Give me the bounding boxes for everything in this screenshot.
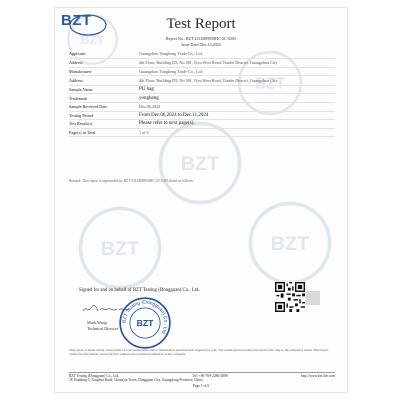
- field-label: Applicant: [69, 51, 86, 57]
- field-label: Testing Period: [69, 112, 94, 118]
- field-value: Please refer to next page(s).: [139, 121, 195, 127]
- signatory-name: Mark Wang: [87, 320, 107, 325]
- row-manufacturer: [69, 68, 335, 77]
- row-applicant-address: [69, 59, 335, 68]
- field-label: Trademark: [69, 95, 88, 101]
- svg-text:BZT: BZT: [80, 32, 105, 47]
- logo-text: BZT: [61, 12, 92, 29]
- field-label: Sample Name: [69, 87, 93, 93]
- field-value: yongheng: [139, 95, 159, 101]
- field-value: Dec.06,2024: [139, 104, 161, 110]
- row-trademark: [69, 94, 335, 103]
- signatory-title: Technical Director: [87, 326, 119, 331]
- field-value: PU bag: [139, 87, 154, 93]
- row-sample-name: [69, 86, 335, 95]
- disclaimer-text: This report is made solely on the basis of your instructions and/or information and materials supplied by you. The results shown in this test report refer only to the sample(s) tested. This report cannot be reproduced, except in full, without prior written permission of the company.: [69, 348, 329, 357]
- field-label: Address: [69, 77, 83, 83]
- report-sheet: [55, 8, 347, 392]
- company-seal-icon: [118, 296, 172, 350]
- row-test-results: [69, 120, 335, 129]
- svg-text:BZT: BZT: [100, 238, 140, 261]
- svg-text:BZT: BZT: [180, 153, 220, 176]
- row-testing-period: [69, 112, 335, 121]
- row-manufacturer-address: [69, 76, 335, 85]
- watermark-seal-4: [75, 203, 165, 293]
- field-value: 4th Floor, Building D5, No.381, Tiyu West Road, Tianhe District, Guangzhou City: [139, 77, 278, 83]
- row-pages: [69, 129, 335, 138]
- signed-for-text: Signed for and on behalf of BZT Testing (Dongguan) Co., Ltd.: [79, 288, 200, 293]
- field-label: Test Result(s): [69, 121, 93, 127]
- seal-center-text: BZT: [136, 318, 154, 329]
- seal-mark-blur: [306, 291, 320, 305]
- footer-company: BZT Testing (Dongguan) Co., Ltd.: [69, 374, 120, 378]
- watermark-seal-5: [245, 198, 335, 288]
- field-value: 4th Floor, Building D5, No.381, Tiyu West Road, Tianhe District, Guangzhou City: [139, 59, 278, 65]
- footer-address: 1F, Building 3, Xinghua Road, Chang'an Town, Dongguan City, Guangdong Province, China: [69, 378, 203, 382]
- issue-date: Issue Date: Dec.13,2024: [181, 42, 221, 47]
- field-label: Manufacturer: [69, 69, 92, 75]
- footer-tel: Tel: +86-769-2286-2888: [192, 374, 228, 378]
- field-label: Sample Received Date: [69, 104, 108, 110]
- field-label: Address: [69, 59, 83, 65]
- report-number: Report No.: BZT-2312B09858HC-2C-0205: [166, 36, 236, 41]
- remark: Remark: This report is superseded by BZT-2312B09858HC-2C-0205 dated as follows.: [69, 179, 194, 183]
- row-applicant: [69, 50, 335, 59]
- qr-code-icon[interactable]: [275, 282, 305, 312]
- field-label: Page(s) in Total: [69, 130, 96, 136]
- field-value: From Dec.06,2024 to Dec.11,2024: [139, 112, 209, 118]
- footer-web-link[interactable]: http://www.bzt-lab.com: [300, 374, 335, 378]
- report-title: Test Report: [166, 16, 236, 32]
- field-value: Guangzhou Yongheng Trade Co., Ltd.: [139, 69, 203, 75]
- field-value: 1 of 6: [139, 130, 149, 136]
- seal-ring-text: BZT Testing (Dongguan) Co., Ltd.: [122, 300, 168, 336]
- field-value: Guangzhou Yongheng Trade Co., Ltd.: [139, 51, 203, 57]
- svg-text:BZT: BZT: [255, 75, 285, 93]
- page-number: Page 1 of 6: [192, 384, 210, 388]
- info-table: [69, 50, 335, 137]
- svg-text:BZT: BZT: [270, 233, 310, 256]
- row-received-date: [69, 103, 335, 112]
